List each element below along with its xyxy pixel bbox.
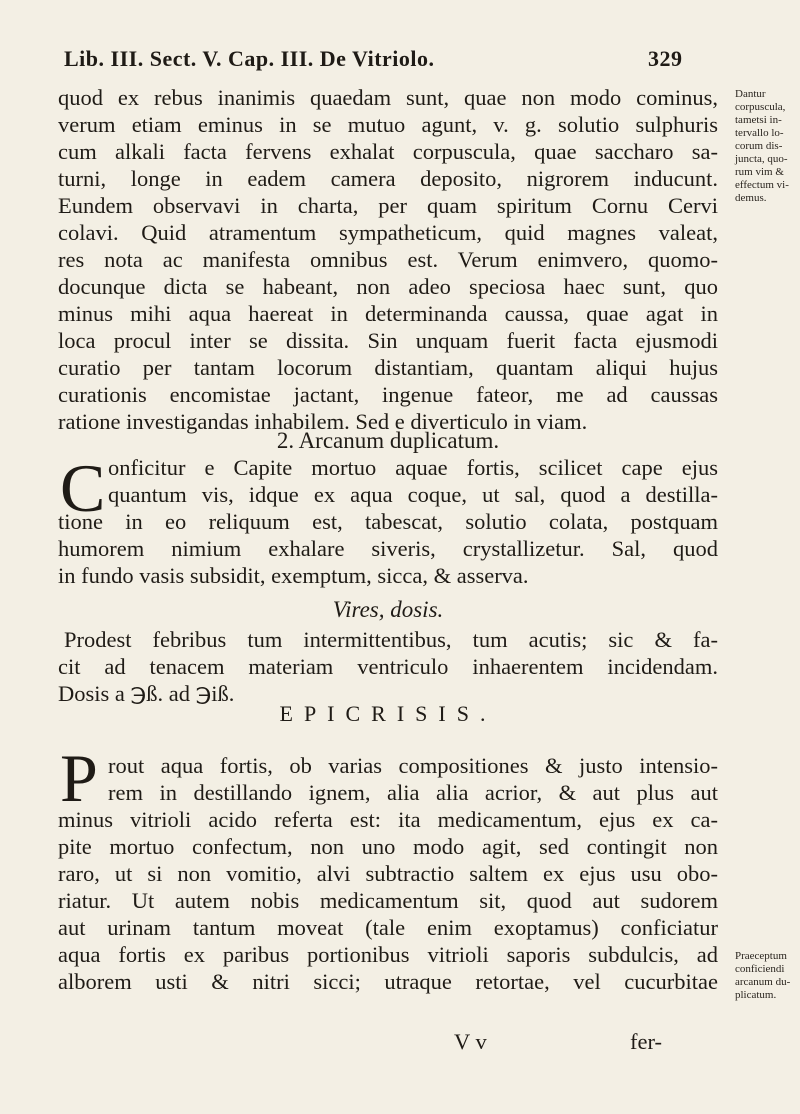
text-line: res nota ac manifesta omnibus est. Verum enimvero, quomo- (58, 247, 718, 272)
text-line: tione in eo reliquum est, tabescat, solutio colata, postquam (58, 509, 718, 534)
catchword: fer- (630, 1029, 663, 1054)
text-line: ratione investigandas inhabilem. Sed e diverticulo in viam. (58, 409, 588, 434)
text-line: curationis encomistae jactant, ingenue fateor, me ad caussas (58, 382, 718, 407)
margin-note-line: plicatum. (735, 989, 777, 1001)
signature-mark: V v (454, 1029, 487, 1054)
text-line: minus mihi aqua haereat in determinanda caussa, quae agat in (58, 301, 718, 326)
text-line: quod ex rebus inanimis quaedam sunt, quae non modo cominus, (58, 85, 718, 110)
margin-note-line: Praeceptum (735, 950, 787, 962)
text-line: quantum vis, idque ex aqua coque, ut sal, quod a destilla- (108, 482, 718, 507)
text-line: cit ad tenacem materiam ventriculo inhaerentem incidendam. (58, 654, 718, 679)
margin-note-line: tervallo lo- (735, 127, 784, 139)
paragraph-3 (58, 626, 718, 707)
text-line: riatur. Ut autem nobis medicamentum sit, quod aut sudorem (58, 888, 718, 913)
text-line: curatio per tantam locorum distantiam, quantam aliqui hujus (58, 355, 718, 380)
running-header (64, 46, 734, 72)
margin-note-line: conficiendi (735, 963, 785, 975)
text-line: aut urinam tantum moveat (tale enim exoptamus) conficiatur (58, 915, 718, 940)
paragraph-1 (58, 84, 718, 435)
text-line: aqua fortis ex paribus portionibus vitrioli saporis subdulcis, ad (58, 942, 718, 967)
text-line: rem in destillando ignem, alia alia acrior, & aut plus aut (108, 780, 718, 805)
margin-note-line: arcanum du- (735, 976, 791, 988)
margin-note-line: Dantur (735, 88, 766, 100)
paragraph-2 (58, 450, 718, 589)
drop-cap-p: P (60, 740, 98, 816)
text-line: verum etiam eminus in se mutuo agunt, v. g. solutio sulphuris (58, 112, 718, 137)
margin-note-1 (735, 88, 800, 205)
catchline (58, 1028, 718, 1055)
margin-note-line: juncta, quo- (735, 153, 788, 165)
page-number: 329 (648, 46, 683, 71)
text-line: Eundem observavi in charta, per quam spiritum Cornu Cervi (58, 193, 718, 218)
margin-note-line: rum vim & (735, 166, 784, 178)
epicrisis-heading: EPICRISIS. (279, 701, 497, 726)
margin-note-line: corpuscula, (735, 101, 786, 113)
text-line: cum alkali facta fervens exhalat corpuscula, quae saccharo sa- (58, 139, 718, 164)
text-line: humorem nimium exhalare siveris, crystallizetur. Sal, quod (58, 536, 718, 561)
text-line: pite mortuo confectum, non uno modo agit, sed contingit non (58, 834, 718, 859)
text-line: minus vitrioli acido referta est: ita medicamentum, ejus ex ca- (58, 807, 718, 832)
margin-note-2 (735, 950, 800, 1002)
margin-note-line: demus. (735, 192, 767, 204)
section-heading: 2. Arcanum duplicatum. (276, 428, 500, 453)
text-line: turni, longe in eadem camera deposito, nigrorem inducunt. (58, 166, 718, 191)
text-line: docunque dicta se habeant, non adeo speciosa haec sunt, quo (58, 274, 718, 299)
drop-cap-c: C (60, 450, 106, 526)
margin-note-line: corum dis- (735, 140, 783, 152)
margin-note-line: effectum vi- (735, 179, 789, 191)
text-line: alborem usti & nitri sicci; utraque retortae, vel cucurbitae (58, 969, 718, 994)
text-line: raro, ut si non vomitio, alvi subtractio saltem ex ejus usu obo- (58, 861, 718, 886)
vires-dosis-heading: Vires, dosis. (332, 597, 444, 622)
text-line: colavi. Quid atramentum sympatheticum, quid magnes valeat, (58, 220, 718, 245)
text-line: Dosis a ℈ß. ad ℈iß. (58, 681, 235, 706)
text-line: rout aqua fortis, ob varias compositiones & justo intensio- (108, 753, 718, 778)
text-line: Prodest febribus tum intermittentibus, tum acutis; sic & fa- (64, 627, 718, 652)
margin-note-line: tametsi in- (735, 114, 782, 126)
text-line: onficitur e Capite mortuo aquae fortis, scilicet cape ejus (108, 455, 718, 480)
text-line: in fundo vasis subsidit, exemptum, sicca, & asserva. (58, 563, 529, 588)
paragraph-4 (58, 752, 718, 995)
running-title: Lib. III. Sect. V. Cap. III. De Vitriolo. (64, 46, 435, 71)
text-line: loca procul inter se dissita. Sin unquam fuerit facta ejusmodi (58, 328, 718, 353)
